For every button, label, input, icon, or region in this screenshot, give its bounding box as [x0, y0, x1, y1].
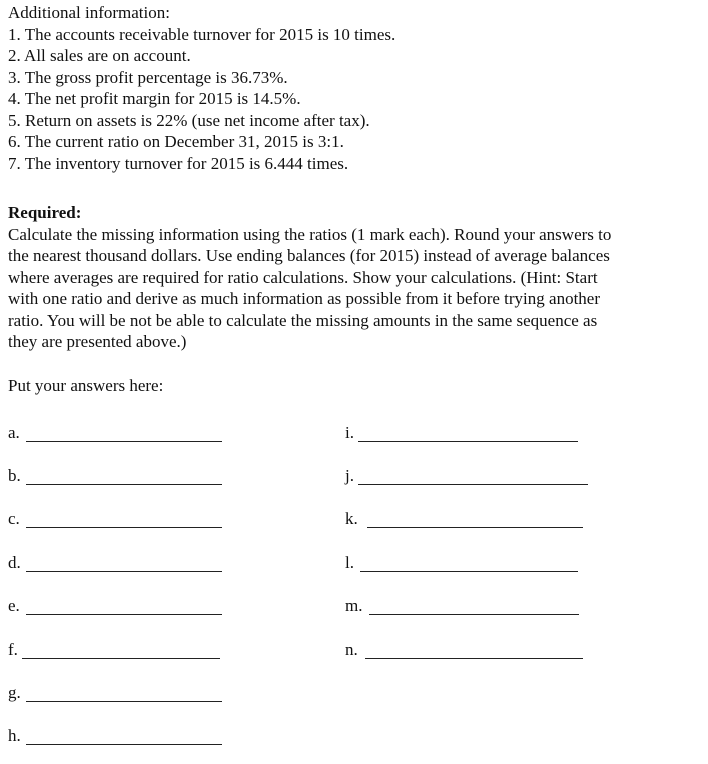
required-section: [8, 202, 696, 353]
answer-i[interactable]: [345, 423, 585, 445]
answer-d[interactable]: [8, 553, 218, 575]
answer-l[interactable]: [345, 553, 585, 575]
info-item-5: 5. Return on assets is 22% (use net income after tax).: [8, 110, 370, 130]
additional-information: [8, 2, 696, 174]
answer-c[interactable]: [8, 509, 218, 531]
answer-d-blank[interactable]: [26, 571, 222, 572]
answer-l-blank[interactable]: [360, 571, 578, 572]
answer-b[interactable]: [8, 466, 218, 488]
answer-f[interactable]: [8, 640, 218, 662]
answer-m[interactable]: [345, 596, 585, 618]
answer-h[interactable]: [8, 726, 218, 748]
answer-a-label: a.: [8, 423, 20, 442]
answer-f-label: f.: [8, 640, 18, 659]
answer-n-blank[interactable]: [365, 658, 583, 659]
info-item-3: 3. The gross profit percentage is 36.73%.: [8, 67, 288, 87]
answer-n[interactable]: [345, 640, 590, 662]
required-line-5: ratio. You will be not be able to calculate the missing amounts in the same sequence as: [8, 310, 598, 330]
answer-i-blank[interactable]: [358, 441, 578, 442]
answer-a[interactable]: [8, 423, 218, 445]
required-line-2: the nearest thousand dollars. Use ending balances (for 2015) instead of average balances: [8, 246, 610, 265]
answer-c-blank[interactable]: [26, 527, 222, 528]
info-item-7: 7. The inventory turnover for 2015 is 6.444 times.: [8, 153, 349, 173]
answer-m-label: m.: [345, 596, 363, 615]
answer-e[interactable]: [8, 596, 218, 618]
required-line-4: with one ratio and derive as much information as possible from it before trying another: [8, 289, 601, 308]
required-line-1: Calculate the missing information using the ratios (1 mark each). Round your answers to: [8, 224, 612, 244]
required-line-3: where averages are required for ratio calculations. Show your calculations. (Hint: Start: [8, 267, 598, 287]
answer-g-blank[interactable]: [26, 701, 222, 702]
answer-n-label: n.: [345, 640, 358, 659]
info-item-6: 6. The current ratio on December 31, 2015 is 3:1.: [8, 132, 344, 151]
answer-k[interactable]: [345, 509, 590, 531]
answer-j-label: j.: [345, 466, 354, 485]
answer-e-blank[interactable]: [26, 614, 222, 615]
answer-d-label: d.: [8, 553, 21, 572]
answer-j[interactable]: [345, 466, 595, 488]
answers-label: Put your answers here:: [8, 376, 164, 395]
answer-k-label: k.: [345, 509, 358, 528]
answer-k-blank[interactable]: [367, 527, 583, 528]
answer-l-label: l.: [345, 553, 354, 572]
answer-a-blank[interactable]: [26, 441, 222, 442]
answer-g-label: g.: [8, 683, 21, 702]
required-heading: Required:: [8, 203, 82, 222]
answer-e-label: e.: [8, 596, 20, 615]
answer-i-label: i.: [345, 423, 354, 442]
answer-j-blank[interactable]: [358, 484, 588, 485]
answer-h-label: h.: [8, 726, 21, 745]
info-item-1: 1. The accounts receivable turnover for 2015 is 10 times.: [8, 24, 396, 44]
additional-information-heading: Additional information:: [8, 3, 170, 22]
answer-h-blank[interactable]: [26, 744, 222, 745]
info-item-4: 4. The net profit margin for 2015 is 14.5%.: [8, 89, 301, 108]
answer-m-blank[interactable]: [369, 614, 579, 615]
answer-c-label: c.: [8, 509, 20, 528]
answer-f-blank[interactable]: [22, 658, 220, 659]
answer-g[interactable]: [8, 683, 218, 705]
answer-b-label: b.: [8, 466, 21, 485]
required-line-6: they are presented above.): [8, 332, 187, 351]
answer-b-blank[interactable]: [26, 484, 222, 485]
info-item-2: 2. All sales are on account.: [8, 46, 191, 65]
